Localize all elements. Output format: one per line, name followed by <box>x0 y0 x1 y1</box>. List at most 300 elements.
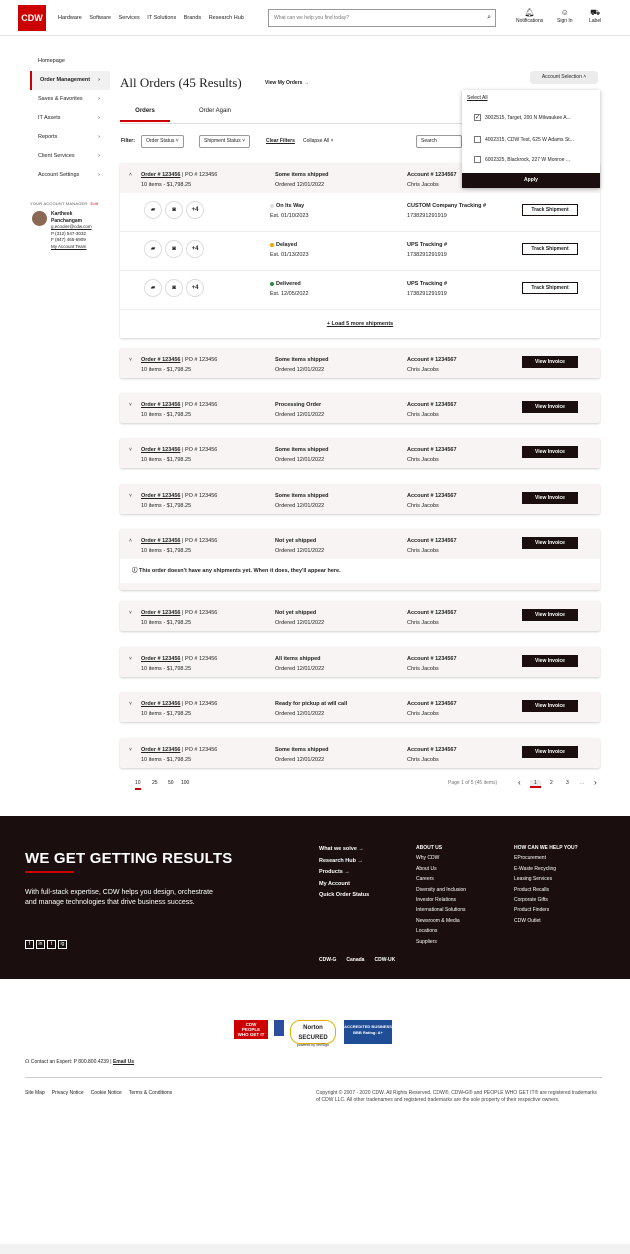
cdw-logo[interactable]: CDW <box>18 5 46 31</box>
account-selection-dropdown <box>462 90 600 188</box>
footer-link[interactable]: Corporate Gifts <box>514 897 548 904</box>
order-card <box>120 393 600 423</box>
view-invoice-button[interactable]: View Invoice <box>522 446 578 458</box>
shield-icon <box>274 1020 284 1036</box>
track-shipment-button[interactable]: Track Shipment <box>522 243 578 255</box>
page-size-10[interactable]: 10 <box>135 780 141 790</box>
sidebar-item-label: Account Settings <box>38 172 80 178</box>
manager-last-name: Panchangam <box>51 217 83 224</box>
order-items-total: 10 items - $1,798.25 <box>141 757 192 763</box>
pagination <box>120 778 600 792</box>
bbb-rating: BBB Rating: A+ <box>353 1030 383 1035</box>
footer-link[interactable]: E-Waste Recycling <box>514 865 557 872</box>
order-items-total: 10 items - $1,798.25 <box>141 666 192 672</box>
collapse-all-button[interactable]: Collapse All × <box>303 138 334 144</box>
po-number: | PO # 123456 <box>181 172 218 178</box>
order-status: Ready for pickup at will call <box>275 701 348 707</box>
chevron-down-icon[interactable]: ˅ <box>129 656 132 662</box>
footer-link[interactable]: CDW Outlet <box>514 917 541 924</box>
order-card-expanded <box>120 163 600 338</box>
nav-research-hub[interactable]: Research Hub <box>208 15 244 21</box>
order-status-dropdown[interactable]: Order Status ˅ <box>141 135 184 148</box>
sidebar-item-order-management[interactable] <box>30 71 110 90</box>
chevron-up-icon[interactable]: ˄ <box>129 538 132 544</box>
shipment-date: Est. 12/05/2022 <box>270 291 309 297</box>
order-date: Ordered 12/01/2022 <box>275 548 325 554</box>
order-id-column <box>141 745 217 765</box>
shipment-status <box>270 240 309 260</box>
sidebar-item-it-assets[interactable] <box>30 109 110 128</box>
product-thumbnail-icon: ▰ <box>144 240 162 258</box>
info-icon: ⓘ <box>132 568 138 574</box>
order-status-column <box>275 654 324 674</box>
order-summary-row[interactable] <box>120 484 600 514</box>
checkbox[interactable]: ✓ <box>475 115 481 121</box>
footer-link[interactable]: Research Hub → <box>319 857 364 864</box>
po-number: | PO # 123456 <box>181 656 218 662</box>
shipment-tracking <box>407 279 447 299</box>
order-number-link[interactable]: Order # 123456 <box>141 610 181 616</box>
account-selection-button[interactable]: Account Selection ˄ <box>530 71 598 84</box>
order-status: Some items shipped <box>275 747 329 753</box>
avatar <box>32 211 47 226</box>
notifications-button[interactable] <box>516 8 543 24</box>
account-column <box>407 745 457 765</box>
instagram-icon[interactable]: ig <box>58 940 67 949</box>
sidebar-item-label: Homepage <box>38 58 65 64</box>
account-column <box>407 699 457 719</box>
shipment-date: Est. 01/13/2023 <box>270 252 309 258</box>
manager-phone: P (312) 547-3032 <box>51 230 86 236</box>
sidebar <box>30 52 110 271</box>
order-date: Ordered 12/01/2022 <box>275 367 325 373</box>
notifications-label: Notifications <box>516 18 544 24</box>
chevron-down-icon[interactable]: ˅ <box>129 493 132 499</box>
account-contact: Chris Jacobs <box>407 666 439 672</box>
track-shipment-button[interactable]: Track Shipment <box>522 204 578 216</box>
account-contact: Chris Jacobs <box>407 757 439 763</box>
page-2[interactable]: 2 <box>550 780 553 786</box>
order-number-link[interactable]: Order # 123456 <box>141 172 181 178</box>
order-status-column <box>275 445 329 465</box>
facebook-icon[interactable]: f <box>25 940 34 949</box>
footer-link[interactable]: EProcurement <box>514 855 546 862</box>
footer-link[interactable]: My Account <box>319 880 350 887</box>
account-contact: Chris Jacobs <box>407 412 439 418</box>
order-number-link[interactable]: Order # 123456 <box>141 447 181 453</box>
account-column <box>407 445 457 465</box>
footer-description: With full-stack expertise, CDW helps you design, orchestrate and manage technologies that drive business success. <box>25 889 213 906</box>
sign-in-button[interactable] <box>557 8 573 24</box>
order-status: Some items shipped <box>275 447 329 453</box>
footer-link[interactable]: Product Finders <box>514 907 550 914</box>
account-option-label: 3002515, Target, 200 N Milwaukee A... <box>485 115 571 121</box>
chevron-right-icon: › <box>98 77 100 83</box>
order-status: Some items shipped <box>275 357 329 363</box>
tracking-number: 1738291291919 <box>407 291 447 297</box>
account-option-label: 6002325, Blackrock, 227 W Monroe ... <box>485 157 571 163</box>
more-items-badge[interactable]: +4 <box>186 279 204 297</box>
nav-brands[interactable]: Brands <box>183 15 202 21</box>
footer-link[interactable]: Suppliers <box>416 938 437 945</box>
order-date: Ordered 12/01/2022 <box>275 666 325 672</box>
region-link-cdw-uk[interactable]: CDW-UK <box>374 957 396 963</box>
order-card <box>120 438 600 468</box>
order-id-column <box>141 170 217 190</box>
tracking-label: CUSTOM Company Tracking # <box>407 203 487 209</box>
account-contact: Chris Jacobs <box>407 711 439 717</box>
site-footer <box>0 816 630 979</box>
chevron-right-icon: › <box>98 115 100 121</box>
account-column <box>407 170 457 190</box>
order-items-total: 10 items - $1,798.25 <box>141 503 192 509</box>
order-date: Ordered 12/01/2022 <box>275 182 325 188</box>
footer-link[interactable]: Leasing Services <box>514 876 553 883</box>
tab-order-again[interactable]: Order Again <box>198 108 232 114</box>
cdw-badge-text: CDW PEOPLE WHO GET IT <box>234 1020 268 1039</box>
account-contact: Chris Jacobs <box>407 548 439 554</box>
sign-in-label: Sign In <box>557 18 573 24</box>
order-status-column <box>275 699 347 719</box>
account-number: Account # 1234567 <box>407 656 457 662</box>
clear-filters-link[interactable]: Clear Filters <box>266 138 295 144</box>
site-header <box>0 0 630 36</box>
po-number: | PO # 123456 <box>181 538 218 544</box>
chevron-right-icon[interactable]: › <box>594 778 597 787</box>
checkbox[interactable] <box>474 156 481 163</box>
nav-hardware[interactable]: Hardware <box>58 15 82 21</box>
chevron-up-icon[interactable]: ˄ <box>129 172 132 178</box>
shipment-status-label: Delivered <box>276 281 301 287</box>
order-id-column <box>141 355 217 375</box>
main-nav <box>58 15 250 21</box>
order-status: Not yet shipped <box>275 610 317 616</box>
order-status: Some items shipped <box>275 172 329 178</box>
sidebar-item-label: IT Assets <box>38 115 61 121</box>
view-my-orders-link[interactable]: View My Orders → <box>265 80 309 86</box>
page-info: Page 1 of 5 (45 items) <box>448 780 498 786</box>
order-date: Ordered 12/01/2022 <box>275 711 325 717</box>
bell-icon: 🔔︎ <box>524 8 535 17</box>
order-summary-row[interactable] <box>120 601 600 631</box>
status-dot-icon <box>270 282 274 286</box>
site-map-link[interactable]: Site Map <box>25 1090 45 1096</box>
account-option-label: 4002315, CDW Test, 625 W Adams St... <box>485 137 574 143</box>
filter-label: Filter: <box>121 138 135 144</box>
order-status-column <box>275 170 329 190</box>
order-date: Ordered 12/01/2022 <box>275 503 325 509</box>
view-invoice-button[interactable]: View Invoice <box>522 655 578 667</box>
order-status: Some items shipped <box>275 493 329 499</box>
account-contact: Chris Jacobs <box>407 457 439 463</box>
account-number: Account # 1234567 <box>407 747 457 753</box>
account-number: Account # 1234567 <box>407 447 457 453</box>
order-number-link[interactable]: Order # 123456 <box>141 402 181 408</box>
privacy-notice-link[interactable]: Privacy Notice <box>51 1090 84 1096</box>
sidebar-item-reports[interactable] <box>30 128 110 147</box>
footer-link[interactable]: Why CDW <box>416 855 440 862</box>
bottom-strip <box>0 1244 630 1254</box>
no-shipments-text: This order doesn't have any shipments yet. When it does, they'll appear here. <box>139 568 341 574</box>
order-status: Processing Order <box>275 402 322 408</box>
footer-headline: WE GET GETTING RESULTS <box>25 850 233 867</box>
account-number: Account # 1234567 <box>407 538 457 544</box>
sidebar-item-label: Client Services <box>38 153 75 159</box>
account-column <box>407 536 457 556</box>
manager-first-name: Kartheek <box>51 211 73 217</box>
nav-services[interactable]: Services <box>118 15 140 21</box>
footer-link[interactable]: Quick Order Status <box>319 892 370 898</box>
chevron-right-icon: › <box>98 153 100 159</box>
page-size-100[interactable]: 100 <box>181 780 190 786</box>
more-items-badge[interactable]: +4 <box>186 201 204 219</box>
account-manager-heading: YOUR ACCOUNT MANAGER <box>30 201 88 206</box>
page-size-50[interactable]: 50 <box>168 780 174 786</box>
footer-divider <box>25 871 74 873</box>
page-3[interactable]: 3 <box>566 780 569 786</box>
account-contact: Chris Jacobs <box>407 503 439 509</box>
sidebar-item-label: Order Management <box>40 77 91 83</box>
shipment-date: Est. 01/10/2023 <box>270 213 309 219</box>
shipment-status <box>270 201 309 221</box>
account-column <box>407 400 457 420</box>
contact-text: Contact an Expert: P 800.800.4239 | <box>30 1059 112 1065</box>
view-invoice-button[interactable]: View Invoice <box>522 537 578 549</box>
order-summary-row[interactable] <box>120 692 600 722</box>
region-link-cdw-g[interactable]: CDW-G <box>319 957 337 963</box>
order-status-column <box>275 608 324 628</box>
order-number-link[interactable]: Order # 123456 <box>141 538 181 544</box>
order-id-column <box>141 491 217 511</box>
footer-link[interactable]: Locations <box>416 928 438 935</box>
order-number-link[interactable]: Order # 123456 <box>141 656 181 662</box>
order-items-total: 10 items - $1,798.25 <box>141 412 192 418</box>
order-id-column <box>141 536 217 556</box>
tracking-number: 1738291291919 <box>407 213 447 219</box>
terms-link[interactable]: Terms & Conditions <box>128 1090 173 1096</box>
order-card <box>120 484 600 514</box>
po-number: | PO # 123456 <box>181 357 218 363</box>
sidebar-item-client-services[interactable] <box>30 147 110 166</box>
account-option[interactable] <box>462 130 600 150</box>
edit-link[interactable]: Edit <box>90 201 99 206</box>
order-id-column <box>141 400 217 420</box>
search-placeholder: What can we help you find today? <box>274 15 350 21</box>
view-invoice-button[interactable]: View Invoice <box>522 746 578 758</box>
load-more-shipments-link[interactable]: + Load 5 more shipments <box>326 321 394 327</box>
order-card <box>120 348 600 378</box>
order-date: Ordered 12/01/2022 <box>275 457 325 463</box>
cart-label: Label <box>589 18 602 24</box>
order-status: Not yet shipped <box>275 538 317 544</box>
manager-fax: F (847) 465-6909 <box>51 237 86 242</box>
order-summary-row[interactable] <box>120 348 600 378</box>
order-number-link[interactable]: Order # 123456 <box>141 493 181 499</box>
view-invoice-button[interactable]: View Invoice <box>522 700 578 712</box>
select-all-link[interactable]: Select All <box>467 95 488 101</box>
chevron-left-icon[interactable]: ‹ <box>518 778 521 787</box>
order-card <box>120 647 600 677</box>
region-link-canada[interactable]: Canada <box>346 957 365 963</box>
order-items-total: 10 items - $1,798.25 <box>141 367 192 373</box>
order-card <box>120 738 600 768</box>
status-dot-icon <box>270 243 274 247</box>
order-number-link[interactable]: Order # 123456 <box>141 747 181 753</box>
view-invoice-button[interactable]: View Invoice <box>522 356 578 368</box>
view-invoice-button[interactable]: View Invoice <box>522 401 578 413</box>
product-thumbnail-icon: ◙ <box>165 201 183 219</box>
order-items-total: 10 items - $1,798.25 <box>141 457 192 463</box>
order-items-total: 10 items - $1,798.25 <box>141 182 192 188</box>
twitter-icon[interactable]: t <box>47 940 56 949</box>
cart-icon: ⛟ <box>590 8 601 17</box>
sidebar-item-account-settings[interactable] <box>30 166 110 185</box>
po-number: | PO # 123456 <box>181 610 218 616</box>
order-date: Ordered 12/01/2022 <box>275 412 325 418</box>
cart-button[interactable] <box>589 8 601 24</box>
footer-link[interactable]: Products → <box>319 869 350 875</box>
account-option[interactable] <box>462 108 600 128</box>
chevron-down-icon[interactable]: ˅ <box>129 357 132 363</box>
sidebar-item-saves-favorites[interactable] <box>30 90 110 109</box>
nav-it-solutions[interactable]: IT Solutions <box>147 15 177 21</box>
shipment-status-label: Delayed <box>276 242 298 248</box>
linkedin-icon[interactable]: in <box>36 940 45 949</box>
checkbox[interactable] <box>474 136 481 143</box>
manager-email-link[interactable]: g.ecooler@cdw.com <box>51 224 92 229</box>
tracking-label: UPS Tracking # <box>407 242 448 248</box>
account-column <box>407 491 457 511</box>
order-search-input[interactable]: Search <box>416 135 462 148</box>
footer-link[interactable]: What we solve → <box>319 846 364 852</box>
norton-badge <box>290 1020 336 1047</box>
search-icon[interactable]: ⌕ <box>487 14 491 21</box>
footer-link[interactable]: About Us <box>416 865 437 872</box>
tracking-number: 1738291291919 <box>407 252 447 258</box>
order-status-column <box>275 400 324 420</box>
order-status-column <box>275 536 324 556</box>
order-number-link[interactable]: Order # 123456 <box>141 701 181 707</box>
order-id-column <box>141 654 217 674</box>
page-1[interactable]: 1 <box>530 780 541 788</box>
order-summary-row[interactable] <box>120 738 600 768</box>
product-thumbnail-icon: ▰ <box>144 201 162 219</box>
legal-links <box>25 1090 179 1096</box>
chevron-down-icon[interactable]: ˅ <box>129 701 132 707</box>
account-number: Account # 1234567 <box>407 701 457 707</box>
shipment-tracking <box>407 240 447 260</box>
more-items-badge[interactable]: +4 <box>186 240 204 258</box>
order-summary-row[interactable] <box>120 393 600 423</box>
copyright-text: Copyright © 2007 - 2020 CDW. All Rights Reserved. CDW®, CDW•G® and PEOPLE WHO GET IT® are registered trademarks of CDW LLC. All other tradenames and registered trademarks are the sole property of their respective owners. <box>316 1090 597 1103</box>
footer-col-help <box>514 843 578 926</box>
account-column <box>407 608 457 628</box>
nav-software[interactable]: Software <box>89 15 112 21</box>
region-links <box>319 957 405 963</box>
footer-link[interactable]: Product Recalls <box>514 886 550 893</box>
my-account-team-link[interactable]: My Account Team <box>51 243 87 249</box>
footer-col-title: HOW CAN WE HELP YOU? <box>514 845 578 851</box>
sidebar-item-label: Saves & Favorites <box>38 96 83 102</box>
chevron-down-icon[interactable]: ˅ <box>129 747 132 753</box>
footer-link[interactable]: International Solutions <box>416 907 466 914</box>
shipment-list <box>120 193 600 338</box>
chevron-down-icon[interactable]: ˅ <box>129 447 132 453</box>
product-thumbnail-icon: ◙ <box>165 240 183 258</box>
account-column <box>407 355 457 375</box>
norton-sub: powered by VeriSign <box>296 1043 330 1047</box>
apply-button[interactable]: Apply <box>462 173 600 188</box>
order-items-total: 10 items - $1,798.25 <box>141 548 192 554</box>
order-summary-row[interactable] <box>120 647 600 677</box>
account-option[interactable] <box>462 150 600 170</box>
po-number: | PO # 123456 <box>181 747 218 753</box>
order-id-column <box>141 699 217 719</box>
order-id-column <box>141 445 217 465</box>
order-number-link[interactable]: Order # 123456 <box>141 357 181 363</box>
footer-divider-line <box>25 1077 602 1078</box>
track-shipment-button[interactable]: Track Shipment <box>522 282 578 294</box>
shipment-tracking <box>407 201 486 221</box>
tab-orders[interactable]: Orders <box>120 108 170 122</box>
sidebar-item-label: Reports <box>38 134 58 140</box>
shipment-status-dropdown[interactable]: Shipment Status ˅ <box>199 135 250 148</box>
account-number: Account # 1234567 <box>407 493 457 499</box>
social-links <box>25 932 69 950</box>
order-id-column <box>141 608 217 628</box>
order-status-column <box>275 491 329 511</box>
footer-col-title: ABOUT US <box>416 845 443 851</box>
order-status-column <box>275 355 329 375</box>
shipment-row <box>120 232 600 271</box>
no-shipments-message <box>120 559 600 583</box>
view-invoice-button[interactable]: View Invoice <box>522 609 578 621</box>
account-number: Account # 1234567 <box>407 172 457 178</box>
view-invoice-button[interactable]: View Invoice <box>522 492 578 504</box>
page-size-25[interactable]: 25 <box>152 780 158 786</box>
footer-col-about <box>416 843 466 947</box>
chevron-down-icon[interactable]: ˅ <box>129 610 132 616</box>
user-icon: ☺ <box>560 8 569 17</box>
contact-line <box>25 1059 134 1065</box>
footer-link[interactable]: Careers <box>416 876 434 883</box>
product-thumbnail-icon: ▰ <box>144 279 162 297</box>
email-us-link[interactable]: Email Us <box>112 1059 135 1065</box>
account-manager-info <box>51 211 92 250</box>
po-number: | PO # 123456 <box>181 447 218 453</box>
order-card <box>120 692 600 722</box>
footer-link[interactable]: Diversity and Inclusion <box>416 886 467 893</box>
account-contact: Chris Jacobs <box>407 182 439 188</box>
order-status: All items shipped <box>275 656 321 662</box>
chevron-down-icon[interactable]: ˅ <box>129 402 132 408</box>
product-thumbnail-icon: ◙ <box>165 279 183 297</box>
search-input[interactable] <box>268 9 496 27</box>
footer-link[interactable]: Investor Relations <box>416 897 457 904</box>
chevron-right-icon: › <box>98 134 100 140</box>
shipment-status-label: On Its Way <box>276 203 305 209</box>
page-ellipsis: ... <box>580 780 585 786</box>
order-date: Ordered 12/01/2022 <box>275 757 325 763</box>
order-card <box>120 601 600 631</box>
order-summary-row[interactable] <box>120 438 600 468</box>
order-status-column <box>275 745 329 765</box>
order-summary-row[interactable] <box>120 529 600 559</box>
sidebar-item-homepage[interactable] <box>30 52 110 71</box>
account-contact: Chris Jacobs <box>407 620 439 626</box>
cookie-notice-link[interactable]: Cookie Notice <box>90 1090 122 1096</box>
footer-link[interactable]: Newsroom & Media <box>416 917 460 924</box>
